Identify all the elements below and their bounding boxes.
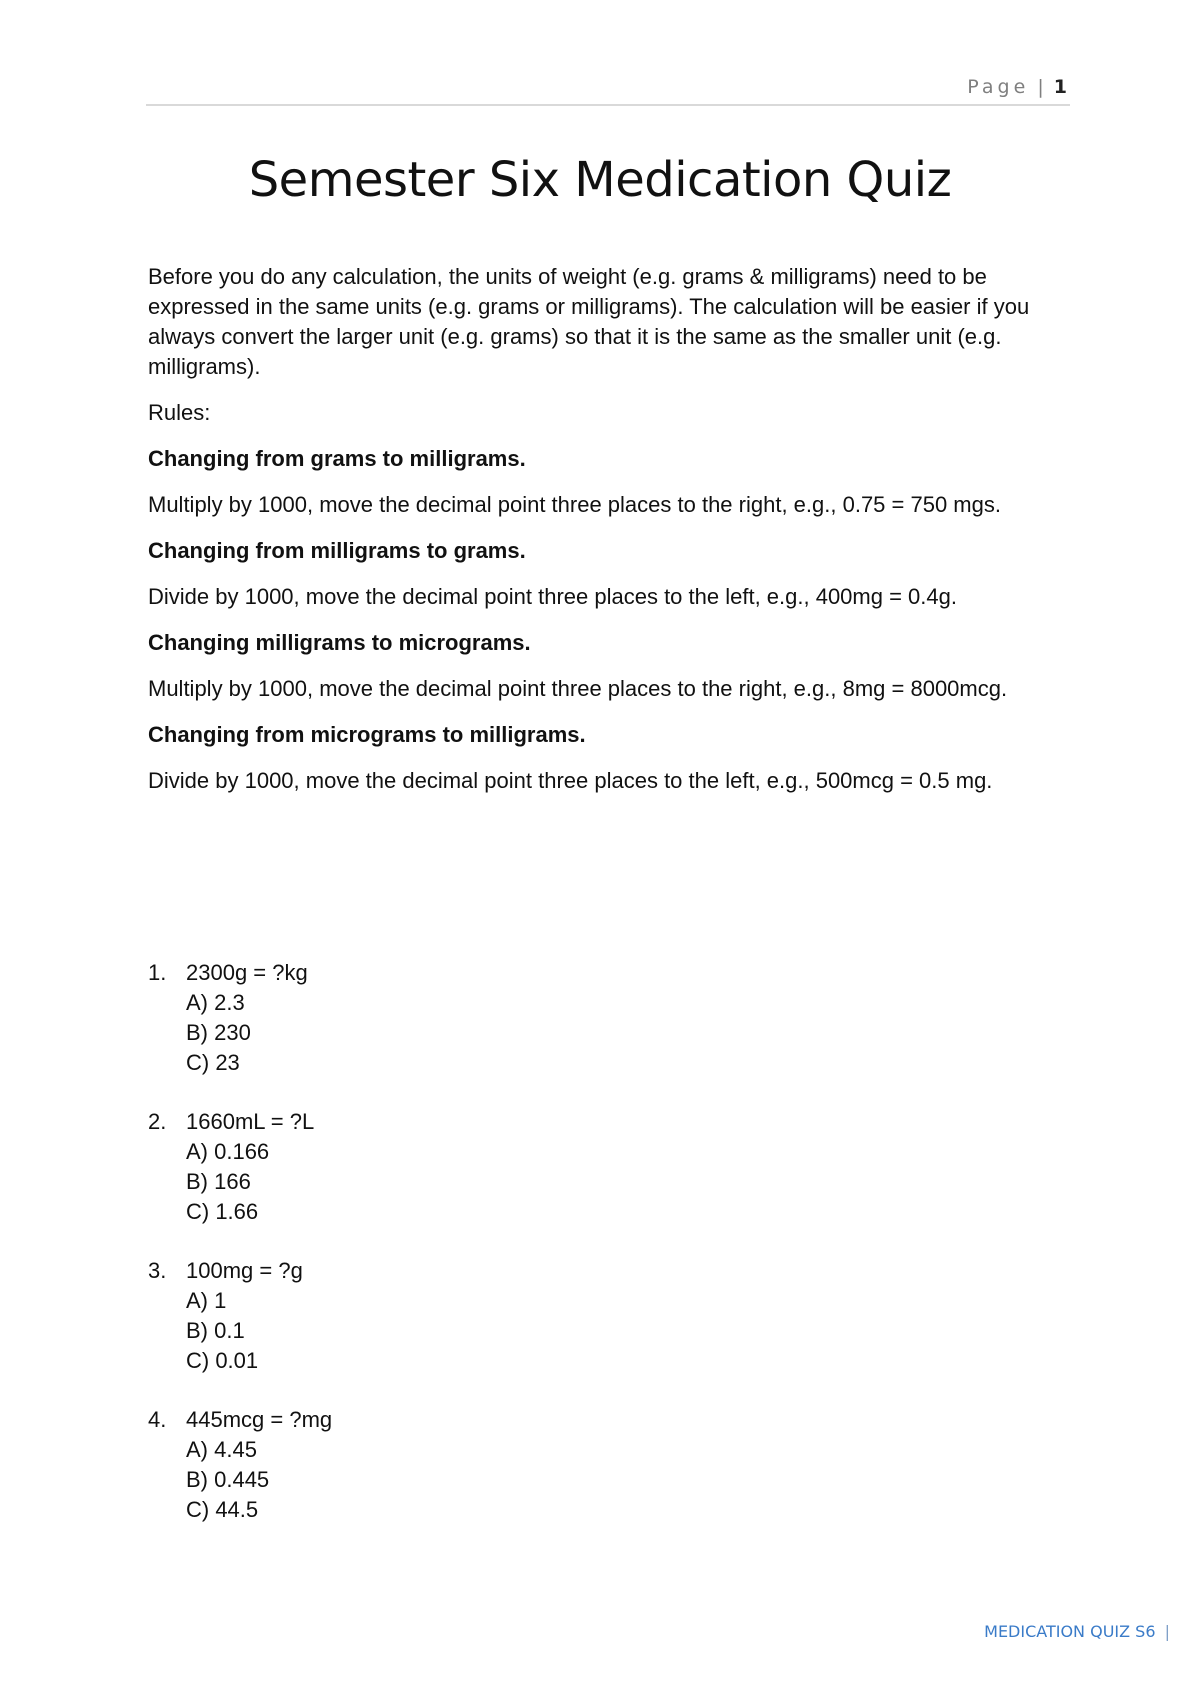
page-digit: 1 <box>1053 76 1067 98</box>
page-header <box>146 70 1070 106</box>
question-item <box>148 1256 748 1376</box>
question-item <box>148 958 748 1078</box>
rule-text-grams-to-mg: Multiply by 1000, move the decimal point three places to the right, e.g., 0.75 = 750 mgs. <box>148 492 1001 517</box>
question-list <box>148 958 748 1554</box>
page-word: Page <box>967 76 1030 98</box>
answer-option: B) 0.445 <box>186 1467 270 1492</box>
footer-separator: | <box>1164 1622 1170 1641</box>
answer-option: C) 44.5 <box>186 1497 259 1522</box>
question-item <box>148 1107 748 1227</box>
answer-option: A) 0.166 <box>186 1139 270 1164</box>
page-number-label <box>967 76 1067 98</box>
question-number: 2. <box>148 1109 167 1134</box>
footer-text: MEDICATION QUIZ S6 <box>984 1622 1156 1641</box>
answer-option: B) 0.1 <box>186 1318 245 1343</box>
rule-text-mg-to-mcg: Multiply by 1000, move the decimal point three places to the right, e.g., 8mg = 8000mcg. <box>148 676 1008 701</box>
answer-option: C) 23 <box>186 1050 240 1075</box>
question-number: 4. <box>148 1407 167 1432</box>
rule-text-mcg-to-mg: Divide by 1000, move the decimal point three places to the left, e.g., 500mcg = 0.5 mg. <box>148 768 993 793</box>
rule-text-mg-to-grams: Divide by 1000, move the decimal point three places to the left, e.g., 400mg = 0.4g. <box>148 584 957 609</box>
question-prompt: 1660mL = ?L <box>186 1109 315 1134</box>
document-title: Semester Six Medication Quiz <box>248 152 952 208</box>
question-prompt: 445mcg = ?mg <box>186 1407 333 1432</box>
rules-label: Rules: <box>148 400 211 425</box>
rule-heading-mg-to-grams: Changing from milligrams to grams. <box>148 538 526 563</box>
rule-heading-grams-to-mg: Changing from grams to milligrams. <box>148 446 526 471</box>
question-item <box>148 1405 748 1525</box>
rule-heading-mg-to-mcg: Changing milligrams to micrograms. <box>148 630 531 655</box>
answer-option: C) 1.66 <box>186 1199 259 1224</box>
answer-option: A) 4.45 <box>186 1437 257 1462</box>
answer-option: C) 0.01 <box>186 1348 259 1373</box>
answer-option: A) 2.3 <box>186 990 245 1015</box>
question-prompt: 2300g = ?kg <box>186 960 308 985</box>
page-separator: | <box>1037 76 1044 98</box>
instructions-section <box>148 262 1068 812</box>
answer-option: B) 166 <box>186 1169 251 1194</box>
question-prompt: 100mg = ?g <box>186 1258 303 1283</box>
intro-paragraph: Before you do any calculation, the units of weight (e.g. grams & milligrams) need to be expressed in the same units (e.g. grams or milligrams). The calculation will be easier if you always convert the larger unit (e.g. grams) so that it is the same as the smaller unit (e.g. milligrams). <box>148 264 1030 379</box>
question-number: 1. <box>148 960 167 985</box>
answer-option: B) 230 <box>186 1020 251 1045</box>
rule-heading-mcg-to-mg: Changing from micrograms to milligrams. <box>148 722 586 747</box>
question-number: 3. <box>148 1258 167 1283</box>
page-footer <box>984 1622 1170 1641</box>
answer-option: A) 1 <box>186 1288 227 1313</box>
